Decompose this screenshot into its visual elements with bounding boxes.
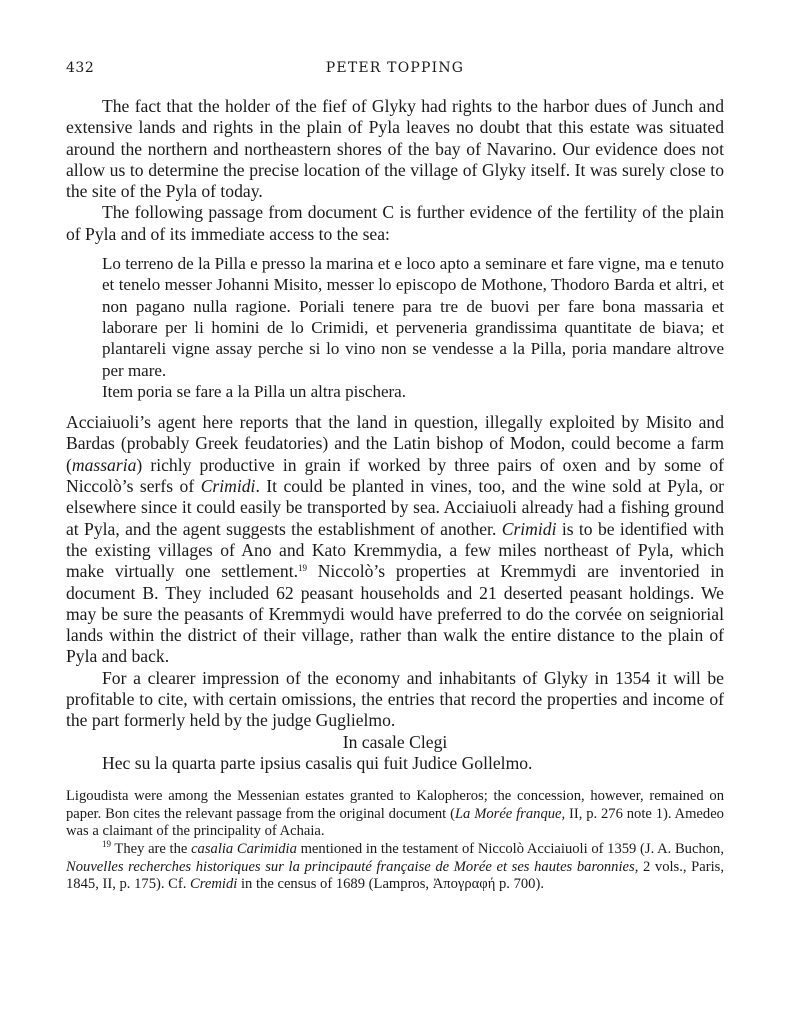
block-quote xyxy=(102,253,724,402)
quote-paragraph: Lo terreno de la Pilla e presso la marina et e loco apto a seminare et fare vigne, ma e tenuto et tenelo messer Johanni Misito, messer lo episcopo de Mothone, Thodoro Barda et altri, et non pagano nulla ragione. Poriali tenere para tre de buovi per fare bona massaria et laborare per li homini de lo Crimidi, et perveneria grandissima quantitate de biava; et plantareli vigne assay perche si lo vino non se vendesse a la Pilla, poria mandare altrove per mare. xyxy=(102,254,724,380)
paragraph-clearer-impression: For a clearer impression of the economy and inhabitants of Glyky in 1354 it will be profitable to cite, with certain omissions, the entries that record the properties and income of the part formerly held by the judge Guglielmo. xyxy=(66,667,724,731)
running-title: PETER TOPPING xyxy=(325,60,465,76)
page xyxy=(66,60,724,894)
footnote-ref-19: 19 xyxy=(297,563,307,574)
paragraph-acciaiuoli-agent: Acciaiuoli’s agent here reports that the land in question, illegally exploited by Misito and Bardas (probably Greek feudatories) and the Latin bishop of Modon, could become a farm (massaria) richly productive in grain if worked by three pairs of oxen and by some of Niccolò’s serfs of Crimidi. It could be planted in vines, too, and the wine sold at Pyla, or elsewhere since it could easily be transported by sea. Acciaiuoli already had a fishing ground at Pyla, and the agent suggests the establishment of another. Crimidi is to be identified with the existing villages of Ano and Kato Kremmydia, a few miles northeast of Pyla, which make virtually one settlement.$^{19}$ Niccolò’s properties at Kremmydi are inventoried in document B. They included 62 peasant households and 21 deserted peasant holdings. We may be sure the peasants of Kremmydi would have preferred to do the corvée on seigniorial lands within the district of their village, rather than walk the entire distance to the plain of Pyla and back. xyxy=(66,412,725,667)
italic-term-massaria: massaria xyxy=(71,454,137,475)
body-text xyxy=(66,96,724,774)
running-head xyxy=(66,60,724,84)
footnotes xyxy=(66,788,724,894)
italic-term-crimidi-2: Crimidi xyxy=(501,518,557,539)
footnote-number-19: 19 xyxy=(102,838,111,849)
paragraph-glyky-location: The fact that the holder of the fief of Glyky had rights to the harbor dues of Junch and extensive lands and rights in the plain of Pyla leaves no doubt that this estate was situated around the northern and northeastern shores of the bay of Navarino. Our evidence does not allow us to determine the precise location of the village of Glyky itself. It was surely close to the site of the Pyla of today. xyxy=(66,96,724,202)
paragraph-document-c: The following passage from document C is further evidence of the fertility of the plain of Pyla and of its immediate access to the sea: xyxy=(66,202,724,244)
footnote-19: $^{19}$ They are the casalia Carimidia mentioned in the testament of Niccolò Acciaiuoli of 1359 (J. A. Buchon, Nouvelles recherches historiques sur la principauté française de Morée et ses hautes baronnies, 2 vols., Paris, 1845, II, p. 175). Cf. Cremidi in the census of 1689 (Lampros, Ἀπογραφή p. 700). xyxy=(66,838,724,893)
section-heading: In casale Clegi xyxy=(342,731,448,752)
page-number: 432 xyxy=(66,60,95,76)
footnote-18-continuation: Ligoudista were among the Messenian estates granted to Kalopheros; the concession, however, remained on paper. Bon cites the relevant passage from the original document (La Morée franque, II, p. 276 note 1). Amedeo was a claimant of the principality of Achaia. xyxy=(66,788,724,840)
entry-line: Hec su la quarta parte ipsius casalis qui fuit Judice Gollelmo. xyxy=(102,752,533,773)
quote-item: Item poria se fare a la Pilla un altra pischera. xyxy=(102,381,406,401)
italic-term-crimidi: Crimidi xyxy=(200,476,256,497)
